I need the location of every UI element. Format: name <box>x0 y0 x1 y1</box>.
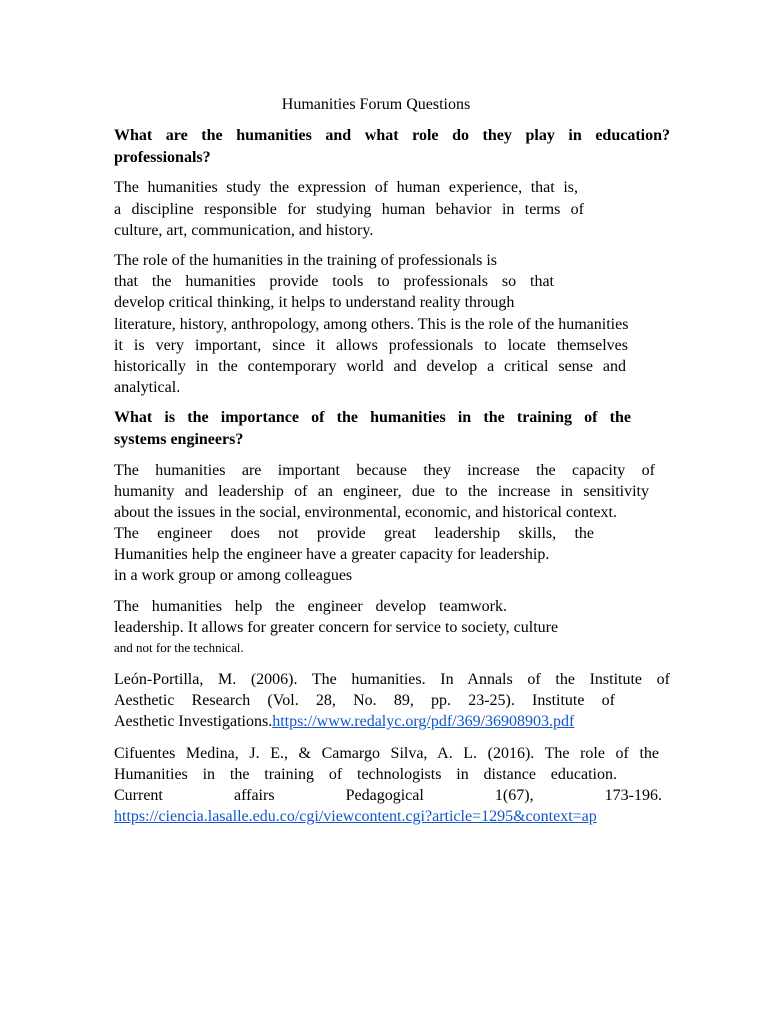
paragraph-2-line-6: historically in the contemporary world and develop a critical sense and <box>114 358 626 375</box>
paragraph-3-line-3: about the issues in the social, environmental, economic, and historical context. <box>114 504 617 521</box>
reference-2-link[interactable]: https://ciencia.lasalle.edu.co/cgi/viewcontent.cgi?article=1295&context=ap <box>114 808 597 825</box>
paragraph-4-line-1: The humanities help the engineer develop teamwork. <box>114 598 507 615</box>
reference-2-line-1: Cifuentes Medina, J. E., & Camargo Silva, A. L. (2016). The role of the <box>114 745 659 762</box>
paragraph-4-line-2: leadership. It allows for greater concern for service to society, culture <box>114 619 559 636</box>
paragraph-1-line-3: culture, art, communication, and history. <box>114 222 374 239</box>
paragraph-3-line-5: Humanities help the engineer have a greater capacity for leadership. <box>114 546 550 563</box>
reference-1-text: Aesthetic Investigations. <box>114 713 273 730</box>
paragraph-3-line-6: in a work group or among colleagues <box>114 567 353 584</box>
paragraph-3-line-4: The engineer does not provide great leadership skills, the <box>114 525 594 542</box>
reference-1-line-1: León-Portilla, M. (2006). The humanities. In Annals of the Institute of <box>114 671 670 688</box>
reference-2-line-3: Current affairs Pedagogical 1(67), 173-196. <box>114 787 662 804</box>
reference-1-line-2: Aesthetic Research (Vol. 28, No. 89, pp. 23-25). Institute of <box>114 692 615 709</box>
paragraph-1-line-2: a discipline responsible for studying human behavior in terms of <box>114 201 584 218</box>
paragraph-2-line-3: develop critical thinking, it helps to understand reality through <box>114 294 515 311</box>
paragraph-2-line-4: literature, history, anthropology, among others. This is the role of the humanities <box>114 316 629 333</box>
reference-2-line-4 <box>114 807 670 827</box>
paragraph-3-line-2: humanity and leadership of an engineer, due to the increase in sensitivity <box>114 483 649 500</box>
question-1-line-2: professionals? <box>114 149 211 166</box>
paragraph-1-line-1: The humanities study the expression of human experience, that is, <box>114 179 578 196</box>
reference-2-line-2: Humanities in the training of technologists in distance education. <box>114 766 617 783</box>
paragraph-2-line-7: analytical. <box>114 379 181 396</box>
page-title: Humanities Forum Questions <box>281 96 471 113</box>
question-1-line-1: What are the humanities and what role do they play in education? <box>114 127 670 144</box>
paragraph-3-line-1: The humanities are important because they increase the capacity of <box>114 462 655 479</box>
paragraph-2-line-5: it is very important, since it allows professionals to locate themselves <box>114 337 628 354</box>
paragraph-2-line-1: The role of the humanities in the training of professionals is <box>114 252 498 269</box>
paragraph-4-line-3: and not for the technical. <box>114 640 244 655</box>
reference-1-line-3 <box>114 712 670 732</box>
question-2-line-1: What is the importance of the humanities in the training of the <box>114 409 631 426</box>
paragraph-2-line-2: that the humanities provide tools to professionals so that <box>114 273 554 290</box>
question-2-line-2: systems engineers? <box>114 431 244 448</box>
reference-1-link[interactable]: https://www.redalyc.org/pdf/369/36908903.pdf <box>272 713 575 730</box>
